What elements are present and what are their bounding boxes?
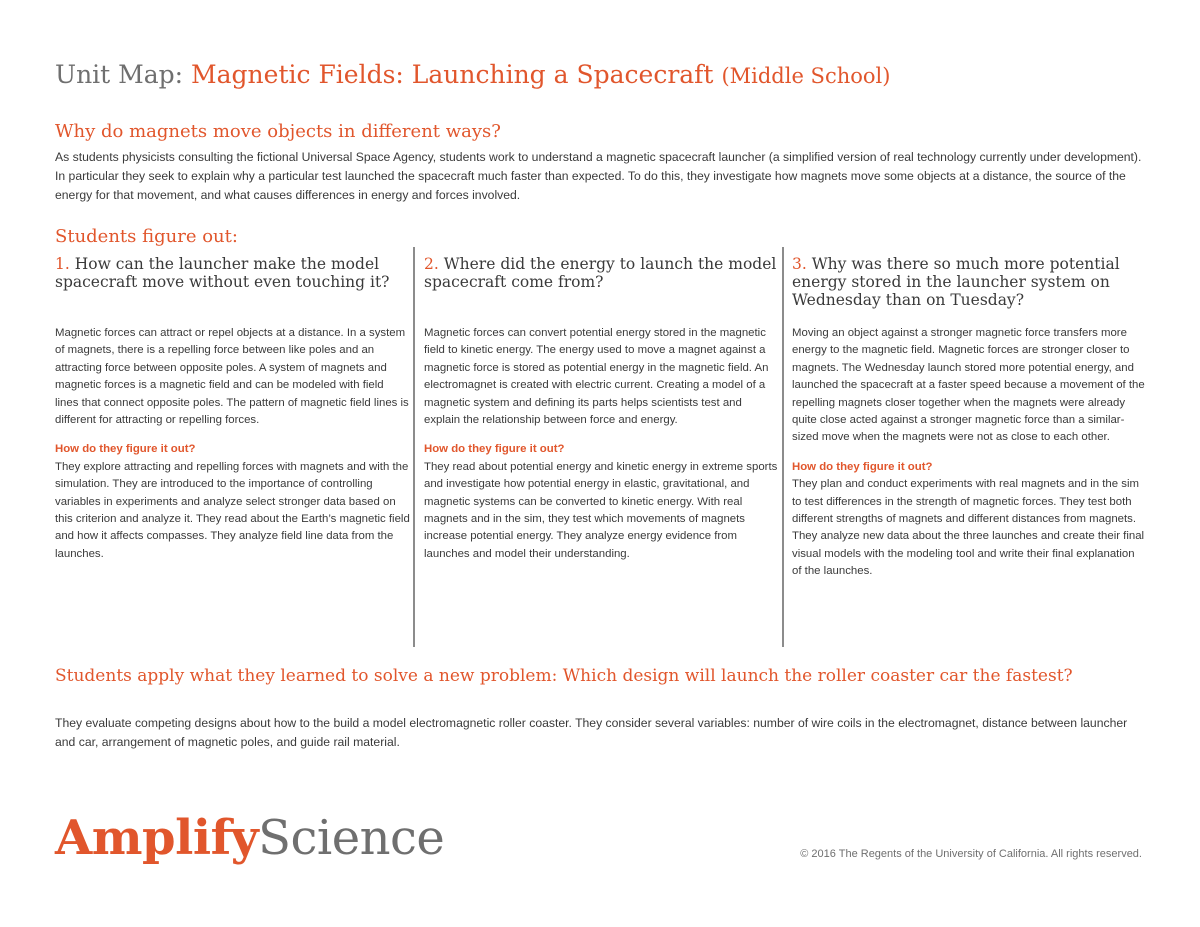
- logo-part-2: Science: [258, 810, 445, 866]
- figure-out-heading: Students figure out:: [55, 226, 238, 247]
- how-text: They plan and conduct experiments with real magnets and in the sim to test differences in the strength of magnetic forces. They test both different strengths of magnets and different distances from magnets. They analyze new data about the three launches and create their final visual models with the modeling tool and write their final explanation of the launches.: [792, 478, 1145, 578]
- column-2: [424, 255, 779, 563]
- how-text: They explore attracting and repelling forces with magnets and with the simulation. They are introduced to the importance of controlling variables in experiments and analyze select stronger data based on this criterion and analyze it. They read about the Earth’s magnetic field and how it affects compasses. They analyze field line data from the launches.: [55, 460, 410, 560]
- column-divider: [413, 247, 415, 647]
- column-answer: Magnetic forces can attract or repel objects at a distance. In a system of magnets, there is a repelling force between like poles and an attracting force between opposite poles. A system of magnets and magnetic forces is a magnetic field and can be modeled with field lines that connect opposite poles. The pattern of magnetic field lines is different for attracting or repelling forces.: [55, 327, 409, 427]
- question-text: How can the launcher make the model spacecraft move without even touching it?: [55, 255, 390, 291]
- column-question: [424, 255, 779, 313]
- column-answer: Magnetic forces can convert potential energy stored in the magnetic field to kinetic energy. The energy used to move a magnet against a magnetic force is stored as potential energy in the magnetic field. An electromagnet is created with electric current. Creating a model of a magnetic system and defining its parts helps scientists test and explain the relationship between force and energy.: [424, 327, 769, 427]
- apply-question: Students apply what they learned to solve a new problem: Which design will launch the roller coaster car the fastest?: [55, 666, 1073, 686]
- column-answer: Moving an object against a stronger magnetic force transfers more energy to the magnetic field. Magnetic forces are stronger closer to magnets. The Wednesday launch stored more potential energy, and launched the spacecraft at a faster speed because a movement of the repelling magnets closer together when the magnets were already quite close acted against a stronger magnetic force than a similar-sized move when the magnets were not as close to each other.: [792, 327, 1145, 444]
- column-question: [792, 255, 1147, 313]
- how-text: They read about potential energy and kinetic energy in extreme sports and investigate how potential energy in elastic, gravitational, and magnetic systems can be converted to kinetic energy. With real magnets and in the sim, they test which movements of magnets increase potential energy. They analyze energy evidence from launches and model their understanding.: [424, 460, 778, 560]
- intro-paragraph: As students physicists consulting the fictional Universal Space Agency, students work to understand a magnetic spacecraft launcher (a simplified version of real technology currently under development). In particular they seek to explain why a particular test launched the spacecraft much faster than expected. To do this, they investigate how magnets move some objects at a distance, the source of the energy for that movement, and what causes differences in energy and forces involved.: [55, 150, 1142, 202]
- copyright-notice: © 2016 The Regents of the University of California. All rights reserved.: [800, 848, 1142, 860]
- column-1: [55, 255, 410, 563]
- logo-part-1: Amplify: [55, 810, 259, 866]
- question-number: 1.: [55, 255, 70, 273]
- amplify-science-logo: [55, 808, 444, 868]
- apply-paragraph: They evaluate competing designs about how to the build a model electromagnetic roller coaster. They consider several variables: number of wire coils in the electromagnet, distance between launcher and car, arrangement of magnetic poles, and guide rail material.: [55, 716, 1128, 749]
- how-label: How do they figure it out?: [424, 443, 565, 456]
- page-title: [55, 58, 1155, 93]
- question-text: Why was there so much more potential energy stored in the launcher system on Wednesday than on Tuesday?: [792, 255, 1120, 309]
- question-number: 2.: [424, 255, 439, 273]
- column-question: [55, 255, 410, 313]
- how-label: How do they figure it out?: [55, 443, 196, 456]
- question-text: Where did the energy to launch the model spacecraft come from?: [424, 255, 777, 291]
- grade-level: (Middle School): [721, 64, 891, 88]
- title-prefix: Unit Map:: [55, 60, 192, 89]
- how-label: How do they figure it out?: [792, 460, 933, 473]
- question-number: 3.: [792, 255, 807, 273]
- column-3: [792, 255, 1147, 581]
- unit-name: Magnetic Fields: Launching a Spacecraft: [191, 60, 714, 89]
- column-divider: [782, 247, 784, 647]
- driving-question: Why do magnets move objects in different ways?: [55, 121, 501, 142]
